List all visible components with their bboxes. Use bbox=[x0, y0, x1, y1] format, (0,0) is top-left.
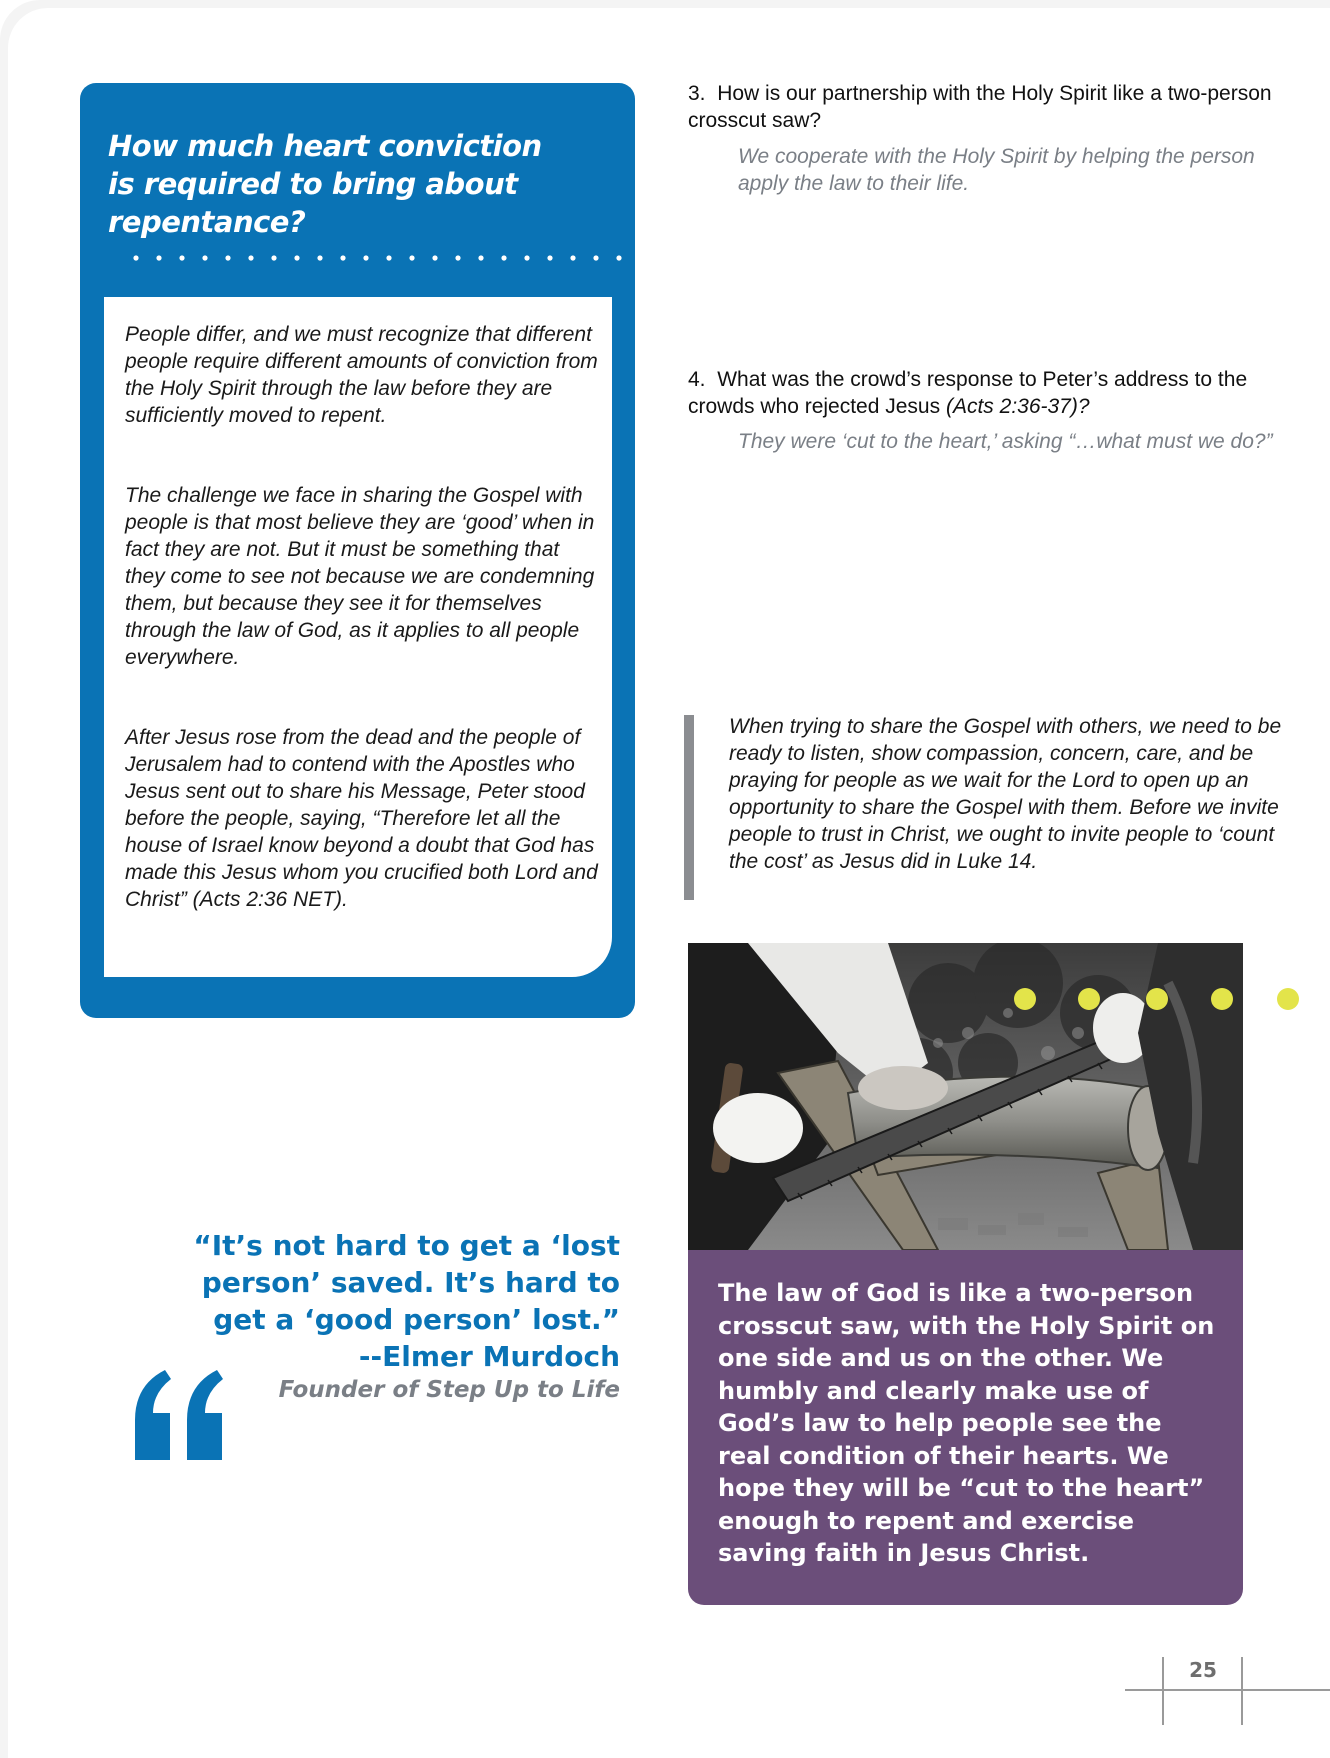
decorative-dot bbox=[1146, 988, 1168, 1010]
quotation-mark-icon bbox=[125, 1365, 235, 1465]
decorative-dot bbox=[1078, 988, 1100, 1010]
question-number: 4. bbox=[688, 368, 706, 391]
question-number: 3. bbox=[688, 82, 706, 105]
quote-text: “It’s not hard to get a ‘lost person’ saved. It’s hard to get a ‘good person’ lost.” bbox=[193, 1229, 620, 1336]
callout-box bbox=[688, 1250, 1243, 1605]
sidebar-paragraph: People differ, and we must recognize that different people require different amounts of conviction from the Holy Spirit through the law before they are sufficiently moved to repent. bbox=[125, 323, 598, 427]
answer-3: We cooperate with the Holy Spirit by helping the person apply the law to their life. bbox=[738, 145, 1255, 195]
page-number: 25 bbox=[1189, 1658, 1217, 1682]
pull-quote-bar bbox=[684, 715, 694, 900]
quote-author: --Elmer Murdoch bbox=[358, 1340, 620, 1373]
sidebar-paragraph: After Jesus rose from the dead and the people of Jerusalem had to contend with the Apostles who Jesus sent out to share his Message, Peter stood before the people, saying, “Therefore let all the house of Israel know beyond a doubt that God has made this Jesus whom you crucified both Lord and Christ” (Acts 2:36 NET). bbox=[125, 726, 598, 911]
decorative-dot bbox=[1211, 988, 1233, 1010]
dotted-divider bbox=[132, 251, 672, 265]
sidebar-title: How much heart conviction is required to bring about repentance? bbox=[108, 129, 542, 239]
decorative-dot bbox=[1277, 988, 1299, 1010]
question-text: How is our partnership with the Holy Spirit like a two-person crosscut saw? bbox=[688, 82, 1272, 132]
question-reference: (Acts 2:36-37)? bbox=[945, 395, 1090, 418]
question-3 bbox=[688, 80, 1288, 134]
answer-4: They were ‘cut to the heart,’ asking “…what must we do?” bbox=[738, 430, 1273, 453]
callout-text: The law of God is like a two-person crosscut saw, with the Holy Spirit on one side and us on the other. We humbly and clearly make use of God’s law to help people see the real condition of their hearts. We hope they will be “cut to the heart” enough to repent and exercise saving faith in Jesus Christ. bbox=[718, 1279, 1215, 1567]
quote-role: Founder of Step Up to Life bbox=[278, 1377, 620, 1403]
decorative-dot bbox=[1014, 988, 1036, 1010]
question-4 bbox=[688, 366, 1288, 420]
pull-quote: When trying to share the Gospel with others, we need to be ready to listen, show compassion, concern, care, and be praying for people as we wait for the Lord to open up an opportunity to share the Gospel with them. Before we invite people to trust in Christ, we ought to invite people to ‘count the cost’ as Jesus did in Luke 14. bbox=[729, 715, 1282, 873]
sidebar-box bbox=[80, 83, 635, 1018]
question-text: What was the crowd’s response to Peter’s address to the crowds who rejected Jesus bbox=[688, 368, 1248, 418]
sidebar-paragraph: The challenge we face in sharing the Gospel with people is that most believe they are ‘good’ when in fact they are not. But it must be something that they come to see not because we are condemning them, but because they see it for themselves through the law of God, as it applies to all people everywhere. bbox=[125, 484, 595, 669]
sidebar-text-panel bbox=[104, 297, 612, 977]
